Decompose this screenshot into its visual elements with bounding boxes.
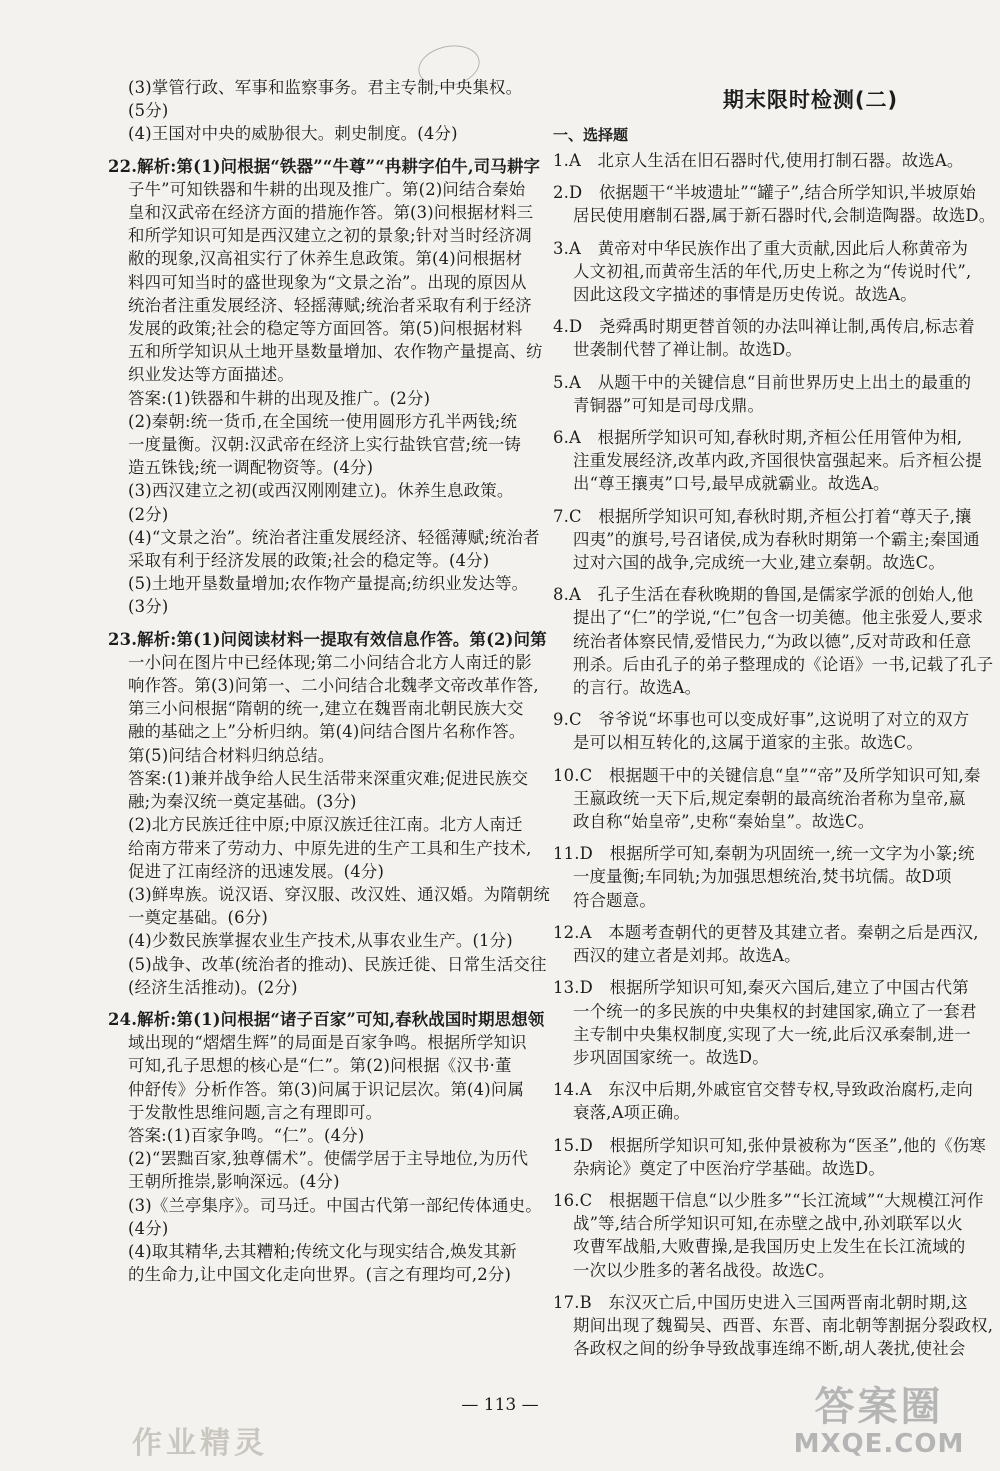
text-line: 2.D 依据题干“半坡遗址”“罐子”,结合所学知识,半坡原始 <box>553 183 976 203</box>
answer-item <box>553 505 978 575</box>
text-line: 15.D 根据所学知识可知,张仲景被称为“医圣”,他的《伤寒 <box>553 1135 986 1155</box>
text-line: 刑杀。后由孔子的弟子整理成的《论语》一书,记载了孔子 <box>573 654 994 674</box>
watermark-logo <box>774 1385 984 1463</box>
text-line: 响作答。第(3)问第一、二小问结合北魏孝文帝改革作答, <box>128 676 539 696</box>
answer-item <box>553 708 978 754</box>
text-line: 答案:(1)百家争鸣。“仁”。(4分) <box>128 1125 365 1145</box>
text-line: 可知,孔子思想的核心是“仁”。第(2)问根据《汉书·董 <box>128 1056 512 1076</box>
text-line: 统治者体察民情,爱惜民力,“为政以德”,反对苛政和任意 <box>573 631 972 651</box>
text-line: 仲舒传》分析作答。第(3)问属于识记层次。第(4)问属 <box>128 1079 525 1099</box>
text-line: 24.解析:第(1)问根据“诸子百家”可知,春秋战国时期思想领 <box>108 1009 545 1029</box>
text-line: 杂病论》奠定了中医治疗学基础。故选D。 <box>573 1158 885 1178</box>
text-line: 和所学知识可知是西汉建立之初的景象;针对当时经济凋 <box>128 226 532 246</box>
answer-item <box>553 976 978 1069</box>
text-line: 答案:(1)铁器和牛耕的出现及推广。(2分) <box>128 388 431 408</box>
answer-item <box>553 237 978 307</box>
text-line: 青铜器”可知是司母戊鼎。 <box>573 395 765 415</box>
text-line: 一个统一的多民族的中央集权的封建国家,确立了一套君 <box>573 1001 977 1021</box>
text-line: 4.D 尧舜禹时期更替首领的办法叫禅让制,禹传启,标志着 <box>553 317 975 337</box>
text-line: 一度量衡;车同轨;为加强思想统治,焚书坑儒。故D项 <box>573 867 952 887</box>
answer-item <box>553 181 996 227</box>
text-line: 5.A 从题干中的关键信息“目前世界历史上出土的最重的 <box>553 372 972 392</box>
text-line: (4)王国对中央的威胁很大。刺史制度。(4分) <box>128 124 458 144</box>
text-line: (2)秦朝:统一货币,在全国统一使用圆形方孔半两钱;统 <box>128 411 518 431</box>
text-line: 一小问在图片中已经体现;第二小问结合北方人南迁的影 <box>128 652 532 672</box>
text-line: 世袭制代替了禅让制。故选D。 <box>573 340 803 360</box>
answer-item <box>553 921 978 967</box>
text-line: (2)北方民族迁往中原;中原汉族迁往江南。北方人南迁 <box>128 815 523 835</box>
text-line: 1.A 北京人生活在旧石器时代,使用打制石器。故选A。 <box>553 151 964 170</box>
page-title: 期末限时检测(二) <box>722 88 899 112</box>
text-line: 四夷”的旗号,号召诸侯,成为春秋时期第一个霸主;秦国通 <box>573 529 980 549</box>
answer-item <box>553 1134 986 1180</box>
text-line: 11.D 根据所学可知,秦朝为巩固统一,统一文字为小篆;统 <box>553 844 975 864</box>
block-l0 <box>108 76 528 146</box>
answer-item <box>553 426 982 496</box>
text-line: 于发散性思维问题,言之有理即可。 <box>128 1102 383 1122</box>
text-line: 注重发展经济,改革内政,齐国很快富强起来。后齐桓公提 <box>573 451 982 471</box>
watermark-bottom-text: MXQE.COM <box>793 1429 965 1459</box>
text-line: (4分) <box>128 1218 169 1238</box>
text-line: 域出现的“熠熠生辉”的局面是百家争鸣。根据所学知识 <box>128 1033 527 1053</box>
text-line: 子牛”可知铁器和牛耕的出现及推广。第(2)问结合秦始 <box>128 179 526 199</box>
block-q24 <box>108 1008 545 1286</box>
text-line: (4)“文景之治”。统治者注重发展经济、轻徭薄赋;统治者 <box>128 527 540 547</box>
text-line: 第(5)问结合材料归纳总结。 <box>128 745 335 765</box>
text-line: 王嬴政统一天下后,规定秦朝的最高统治者称为皇帝,嬴 <box>573 788 966 808</box>
text-line: 皇和汉武帝在经济方面的措施作答。第(3)问根据材料三 <box>128 203 534 223</box>
text-line: 发展的政策;社会的稳定等方面回答。第(5)问根据材料 <box>128 319 523 339</box>
text-line: (经济生活推动)。(2分) <box>128 977 298 997</box>
text-line: 提出了“仁”的学说,“仁”包含一切美德。他主张爱人,要求 <box>573 608 984 628</box>
text-line: 促进了江南经济的迅速发展。(4分) <box>128 861 385 881</box>
left-column <box>108 76 550 1295</box>
text-line: (5分) <box>128 101 169 121</box>
answer-item <box>553 583 994 699</box>
text-line: 10.C 根据题干中的关键信息“皇”“帝”及所学知识可知,秦 <box>553 765 981 785</box>
text-line: 织业发达等方面描述。 <box>128 365 294 385</box>
text-line: 答案:(1)兼并战争给人民生活带来深重灾难;促进民族交 <box>128 768 529 788</box>
text-line: 3.A 黄帝对中华民族作出了重大贡献,因此后人称黄帝为 <box>553 238 969 258</box>
text-line: 一奠定基础。(6分) <box>128 908 268 928</box>
text-line: 人文初祖,而黄帝生活的年代,历史上称之为“传说时代”, <box>573 261 972 281</box>
text-line: 期间出现了魏蜀吴、西晋、东晋、南北朝等割据分裂政权, <box>573 1315 994 1335</box>
answer-item <box>553 842 978 912</box>
right-column <box>553 84 996 1369</box>
text-line: 的生命力,让中国文化走向世界。(言之有理均可,2分) <box>128 1265 512 1285</box>
answer-item <box>553 1189 984 1282</box>
text-line: 统治者注重发展经济、轻摇薄赋;统治者采取有利于经济 <box>128 295 532 315</box>
text-line: 五和所学知识从土地开垦数量增加、农作物产量提高、纺 <box>128 342 543 362</box>
text-line: 一度量衡。汉朝:汉武帝在经济上实行盐铁官营;统一铸 <box>128 435 522 455</box>
text-line: 13.D 根据所学知识可知,秦灭六国后,建立了中国古代第 <box>553 978 969 998</box>
text-line: 王朝所推崇,影响深远。(4分) <box>128 1172 340 1192</box>
text-line: 料四可知当时的盛世现象为“文景之治”。出现的原因从 <box>128 272 527 292</box>
text-line: 16.C 根据题干信息“以少胜多”“长江流域”“大规模江河作 <box>553 1190 984 1210</box>
text-line: 符合题意。 <box>573 890 656 910</box>
text-line: (5)土地开垦数量增加;农作物产量提高;纺织业发达等。 <box>128 574 529 594</box>
text-line: (2)“罢黜百家,独尊儒术”。使儒学居于主导地位,为历代 <box>128 1149 529 1169</box>
text-line: 给南方带来了劳动力、中原先进的生产工具和生产技术, <box>128 838 532 858</box>
block-q23 <box>108 628 550 999</box>
text-line: 的言行。故选A。 <box>573 678 702 698</box>
answer-item <box>553 149 978 172</box>
block-q22 <box>108 155 543 619</box>
text-line: 融;为秦汉统一奠定基础。(3分) <box>128 792 357 812</box>
answer-item <box>553 764 981 834</box>
text-line: 步巩固国家统一。故选D。 <box>573 1047 769 1067</box>
text-line: 23.解析:第(1)问阅读材料一提取有效信息作答。第(2)问第 <box>108 629 547 649</box>
watermark-left: 作业精灵 <box>132 1426 268 1461</box>
text-line: 7.C 根据所学知识可知,春秋时期,齐桓公打着“尊天子,攘 <box>553 506 972 526</box>
text-line: 14.A 东汉中后期,外戚宦官交替专权,导致政治腐朽,走向 <box>553 1080 973 1100</box>
text-line: 12.A 本题考查朝代的更替及其建立者。秦朝之后是西汉, <box>553 922 979 942</box>
text-line: 战”等,结合所学知识可知,在赤壁之战中,孙刘联军以火 <box>573 1214 963 1234</box>
text-line: 造五铢钱;统一调配物资等。(4分) <box>128 458 374 478</box>
text-line: 主专制中央集权制度,实现了大一统,此后汉承秦制,进一 <box>573 1024 971 1044</box>
text-line: (3分) <box>128 597 169 617</box>
text-line: 政自称“始皇帝”,史称“秦始皇”。故选C。 <box>573 812 875 832</box>
text-line: 8.A 孔子生活在春秋晚期的鲁国,是儒家学派的创始人,他 <box>553 585 974 605</box>
answer-item <box>553 371 978 417</box>
text-line: 因此这段文字描述的事情是历史传说。故选A。 <box>573 285 917 305</box>
text-line: 居民使用磨制石器,属于新石器时代,会制造陶器。故选D。 <box>573 206 996 226</box>
text-line: 一次以少胜多的著名战役。故选C。 <box>573 1260 835 1280</box>
answer-item <box>553 1291 994 1361</box>
text-line: (3)《兰亭集序》。司马迁。中国古代第一部纪传体通史。 <box>128 1195 542 1215</box>
text-line: 22.解析:第(1)问根据“铁器”“牛尊”“冉耕字伯牛,司马耕字 <box>108 156 541 176</box>
text-line: 各政权之间的纷争导致战事连绵不断,胡人袭扰,使社会 <box>573 1339 966 1359</box>
answer-item <box>553 1078 978 1124</box>
text-line: (3)鲜卑族。说汉语、穿汉服、改汉姓、通汉婚。为隋朝统 <box>128 884 550 904</box>
text-line: (3)掌管行政、军事和监察事务。君主专制,中央集权。 <box>128 78 523 97</box>
page-number: — 113 — <box>461 1395 539 1415</box>
text-line: 出“尊王攘夷”口号,最早成就霸业。故选A。 <box>573 474 890 494</box>
text-line: (5)战争、改革(统治者的推动)、民族迁徙、日常生活交往 <box>128 954 547 974</box>
section-heading: 一、选择题 <box>553 126 629 144</box>
text-line: (2分) <box>128 504 169 524</box>
text-line: (3)西汉建立之初(或西汉刚刚建立)。休养生息政策。 <box>128 481 514 501</box>
text-line: 第三小问根据“隋朝的统一,建立在魏晋南北朝民族大交 <box>128 699 524 719</box>
text-line: 衰落,A项正确。 <box>573 1103 690 1123</box>
text-line: 敝的现象,汉高祖实行了休养生息政策。第(4)问根据材 <box>128 249 523 269</box>
watermark-top-text: 答案圈 <box>814 1384 944 1430</box>
text-line: 攻曹军战船,大败曹操,是我国历史上发生在长江流域的 <box>573 1237 966 1257</box>
text-line: 融的基础之上”分析归纳。第(4)问结合图片名称作答。 <box>128 722 526 742</box>
text-line: 9.C 爷爷说“坏事也可以变成好事”,这说明了对立的双方 <box>553 710 970 730</box>
text-line: 6.A 根据所学知识可知,春秋时期,齐桓公任用管仲为相, <box>553 428 963 448</box>
text-line: 17.B 东汉灭亡后,中国历史进入三国两晋南北朝时期,这 <box>553 1292 968 1312</box>
text-line: 过对六国的战争,完成统一大业,建立秦朝。故选C。 <box>573 553 945 573</box>
answer-item <box>553 315 978 361</box>
text-line: 采取有利于经济发展的政策;社会的稳定等。(4分) <box>128 551 490 571</box>
text-line: (4)少数民族掌握农业生产技术,从事农业生产。(1分) <box>128 931 513 951</box>
text-line: 西汉的建立者是刘邦。故选A。 <box>573 946 801 966</box>
text-line: 是可以相互转化的,这属于道家的主张。故选C。 <box>573 733 923 753</box>
text-line: (4)取其精华,去其糟粕;传统文化与现实结合,焕发其新 <box>128 1241 517 1261</box>
